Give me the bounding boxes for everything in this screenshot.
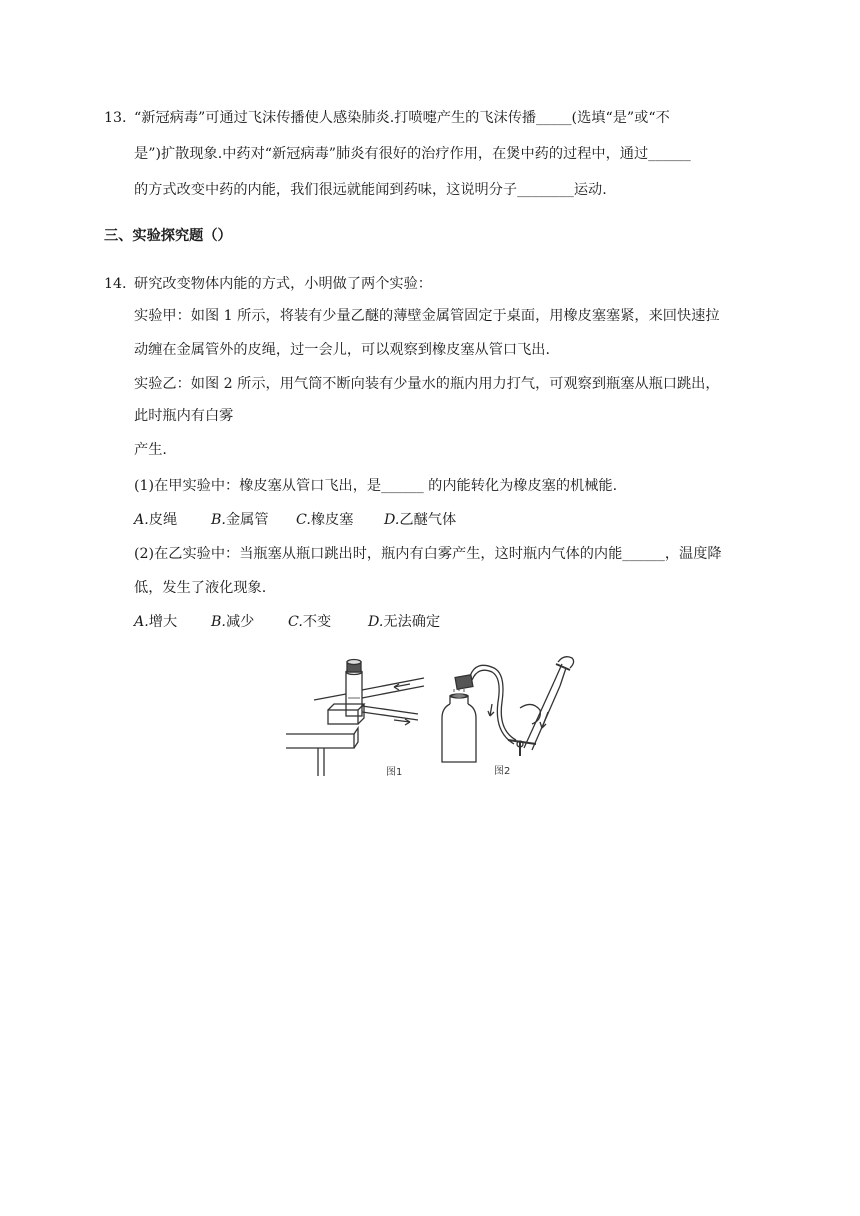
q13-line-1: “新冠病毒”可通过飞沫传播使人感染肺炎.打喷嚏产生的飞沫传播_____(选填“是”或“不 (134, 110, 670, 126)
q14-sub1: (1)在甲实验中：橡皮塞从管口飞出，是______ 的内能转化为橡皮塞的机械能. (134, 478, 618, 494)
sub1-option-c: C.橡皮塞 (296, 512, 354, 528)
q14-intro: 研究改变物体内能的方式，小明做了两个实验： (134, 276, 432, 292)
figure-2-bottle-pump (436, 652, 596, 778)
figure-1-tube-apparatus (284, 654, 434, 778)
q13-line-3: 的方式改变中药的内能，我们很远就能闻到药味，这说明分子________运动. (134, 182, 607, 198)
q13-number: 13. (104, 110, 127, 126)
q13-line-2: 是”)扩散现象.中药对“新冠病毒”肺炎有很好的治疗作用，在煲中药的过程中，通过______ (134, 146, 691, 162)
sub1-option-d: D.乙醚气体 (384, 512, 457, 528)
sub2-option-d: D.无法确定 (368, 614, 441, 630)
q14-exp-b-line-1: 实验乙：如图 2 所示，用气筒不断向装有少量水的瓶内用力打气，可观察到瓶塞从瓶口跳出， (134, 376, 720, 392)
sub2-option-c: C.不变 (288, 614, 332, 630)
q14-sub2-line-1: (2)在乙实验中：当瓶塞从瓶口跳出时，瓶内有白雾产生，这时瓶内气体的内能______，温度降 (134, 546, 722, 562)
q14-sub2-line-2: 低，发生了液化现象. (134, 580, 267, 596)
figure-2-label: 图2 (494, 766, 511, 777)
section-heading: 三、实验探究题（） (104, 228, 232, 244)
q14-exp-b-line-2: 此时瓶内有白雾 (134, 408, 234, 424)
q14-number: 14. (104, 276, 127, 292)
sub2-option-a: A.增大 (134, 614, 178, 630)
sub2-option-b: B.减少 (211, 614, 255, 630)
sub1-option-a: A.皮绳 (134, 512, 178, 528)
q14-exp-b-line-3: 产生. (134, 442, 167, 458)
sub1-option-b: B.金属管 (211, 512, 269, 528)
q14-exp-a-line-2: 动缠在金属管外的皮绳，过一会儿，可以观察到橡皮塞从管口飞出. (134, 342, 550, 358)
figure-1-label: 图1 (386, 767, 403, 778)
q14-exp-a-line-1: 实验甲：如图 1 所示，将装有少量乙醚的薄壁金属管固定于桌面，用橡皮塞塞紧，来回快速拉 (134, 308, 720, 324)
